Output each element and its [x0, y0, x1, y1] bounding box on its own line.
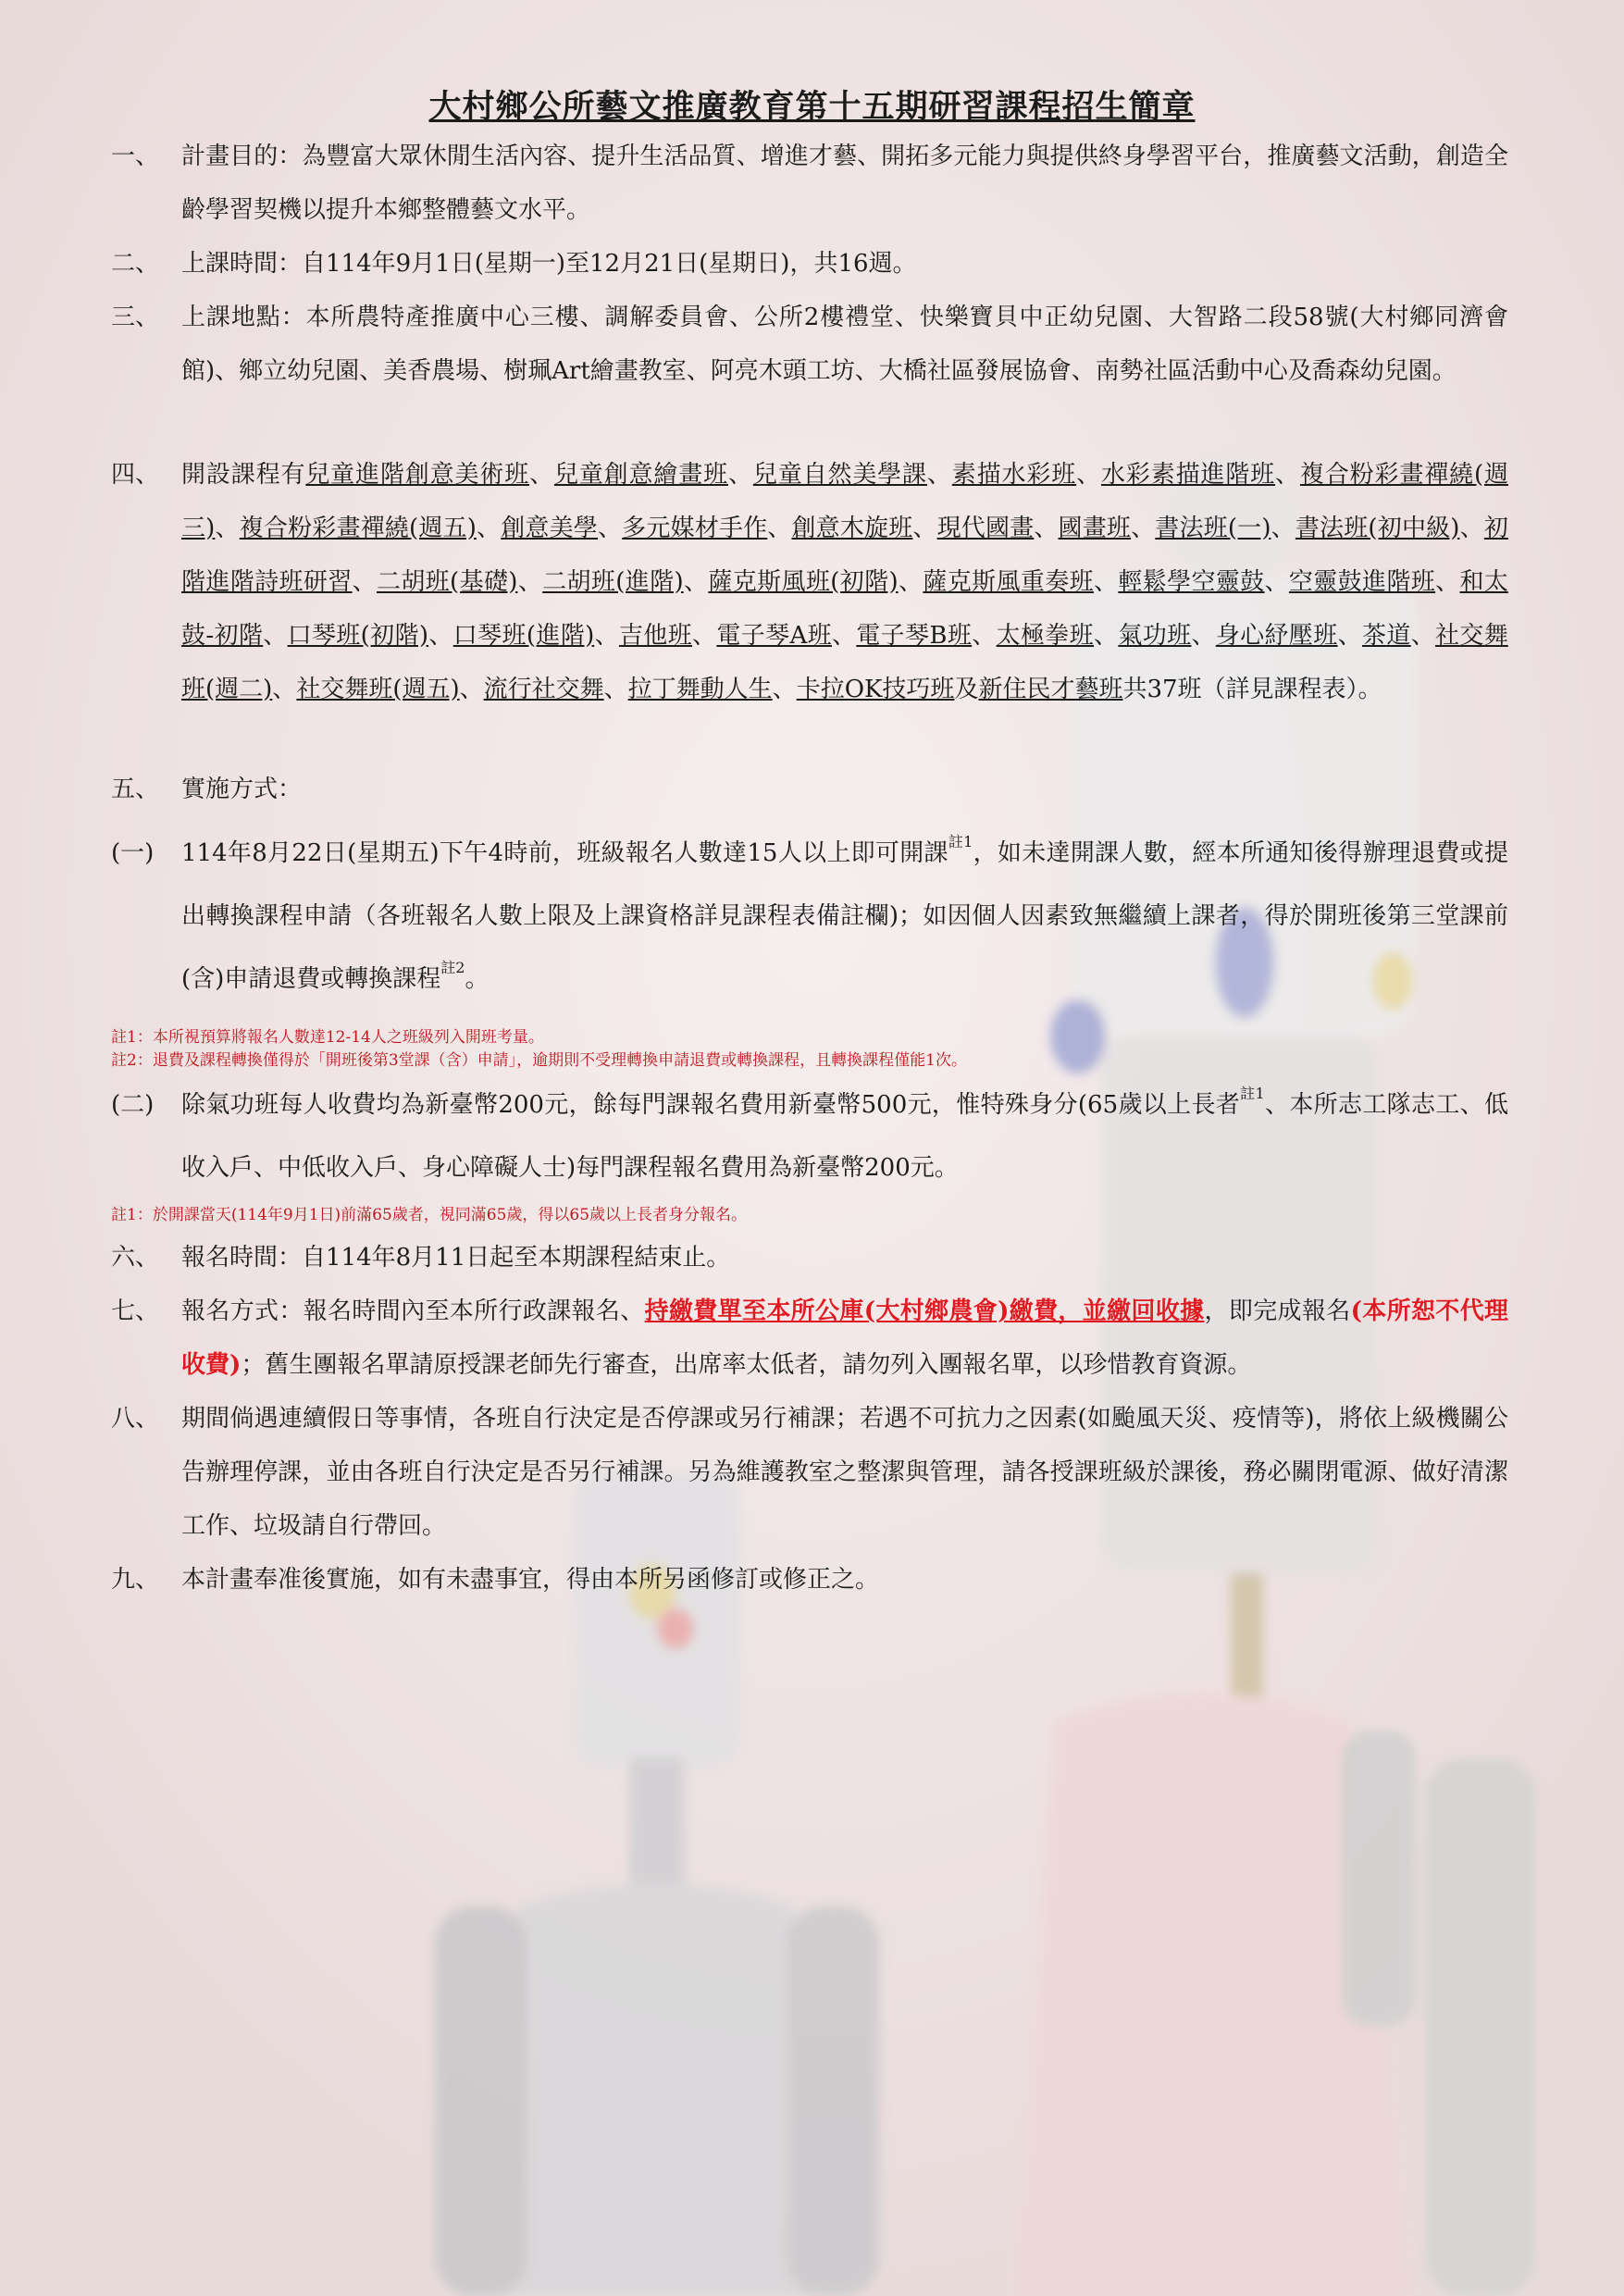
section-number: 二、 [111, 250, 160, 278]
footnote-ref: 註1 [948, 833, 973, 850]
section-number: 六、 [111, 1244, 160, 1272]
course-separator: 、 [476, 515, 502, 542]
course-name: 輕鬆學空靈鼓 [1118, 568, 1265, 596]
course-name: 創意木旋班 [791, 515, 913, 542]
section-number: 三、 [111, 304, 160, 331]
course-list-suffix: 共37班（詳見課程表）。 [1122, 676, 1382, 703]
section-number: 九、 [111, 1566, 160, 1594]
course-name: 書法班(初中級) [1295, 515, 1460, 542]
course-name: 茶道 [1361, 622, 1411, 650]
course-separator: 、 [1131, 515, 1156, 542]
section-number: 一、 [111, 143, 160, 170]
course-separator: 、 [1264, 568, 1289, 596]
course-separator: 、 [1459, 515, 1484, 542]
course-separator: 、 [972, 622, 997, 650]
course-name: 複合粉彩畫禪繞(週五) [239, 515, 477, 542]
course-list-paragraph [181, 448, 1508, 716]
course-separator: 、 [594, 622, 619, 650]
course-separator: 、 [1093, 568, 1119, 596]
section-implementation [111, 763, 1508, 816]
course-separator: 、 [1435, 568, 1460, 596]
subsection-text-part: 。 [465, 965, 490, 993]
course-separator: 、 [1076, 461, 1101, 489]
course-separator: 、 [926, 461, 952, 489]
course-separator: 、 [517, 568, 543, 596]
course-name: 現代國畫 [936, 515, 1035, 542]
course-separator: 、 [912, 515, 937, 542]
section-number: 四、 [111, 461, 160, 489]
course-separator: 、 [1191, 622, 1216, 650]
course-separator: 、 [692, 622, 717, 650]
course-separator: 、 [831, 622, 857, 650]
section-text: 報名時間：自114年8月11日起至本期課程結束止。 [181, 1244, 731, 1272]
course-separator: 、 [1337, 622, 1362, 650]
course-separator: 、 [683, 568, 709, 596]
course-name: 電子琴A班 [716, 622, 832, 650]
course-name: 初階進階詩班研習 [181, 515, 1508, 596]
course-separator: 、 [597, 515, 623, 542]
footnote: 註1：於開課當天(114年9月1日)前滿65歲者，視同滿65歲，得以65歲以上長者身分報名。 [111, 1206, 748, 1224]
course-separator: 、 [1094, 622, 1119, 650]
course-name: 太極拳班 [996, 622, 1095, 650]
subsection-number: (二) [111, 1091, 155, 1119]
section-registration-time [111, 1231, 1508, 1285]
course-separator: 、 [772, 676, 797, 703]
course-name: 空靈鼓進階班 [1288, 568, 1436, 596]
section-holidays-closure [111, 1392, 1508, 1553]
section-text: 本計畫奉准後實施，如有未盡事宜，得由本所另函修訂或修正之。 [181, 1566, 880, 1594]
course-name: 水彩素描進階班 [1100, 461, 1276, 489]
course-name: 口琴班(進階) [452, 622, 595, 650]
subsection-text-part: 114年8月22日(星期五)下午4時前，班級報名人數達15人以上即可開課 [181, 839, 948, 867]
course-separator: 、 [428, 622, 453, 650]
course-name: 複合粉彩畫禪繞(週三) [181, 461, 1508, 542]
footnote-ref: 註1 [1240, 1085, 1265, 1102]
section-number: 七、 [111, 1297, 160, 1325]
course-name: 電子琴B班 [856, 622, 973, 650]
course-separator: 、 [1271, 515, 1295, 542]
section-number: 五、 [111, 776, 160, 803]
document-title: 大村鄉公所藝文推廣教育第十五期研習課程招生簡章 [428, 88, 1196, 126]
course-name: 流行社交舞 [483, 676, 604, 703]
course-name: 社交舞班(週二) [181, 622, 1508, 703]
course-name: 薩克斯風重奏班 [923, 568, 1094, 596]
course-name: 吉他班 [618, 622, 693, 650]
course-separator: 、 [215, 515, 240, 542]
course-separator: 、 [898, 568, 924, 596]
subsection-text-part: 、本所志工隊志工、低收入戶、中低收入戶、身心障礙人士)每門課程報名費用為新臺幣200元。 [181, 1091, 1508, 1182]
course-name: 二胡班(進階) [542, 568, 684, 596]
section-text-part: 報名方式：報名時間內至本所行政課報名、 [181, 1297, 645, 1325]
payment-instruction-highlight: 持繳費單至本所公庫(大村鄉農會)繳費，並繳回收據 [644, 1297, 1205, 1325]
subsection-fees [111, 1074, 1508, 1199]
section-text: 上課地點：本所農特產推廣中心三樓、調解委員會、公所2樓禮堂、快樂寶貝中正幼兒園、大智路二段58號(大村鄉同濟會館)、鄉立幼兒園、美香農場、樹珮Art繪畫教室、阿亮木頭工坊、大橋社區發展協會、南勢社區活動中心及喬森幼兒園。 [181, 304, 1508, 385]
section-text-part: ；舊生團報名單請原授課老師先行審查，出席率太低者，請勿列入團報名單，以珍惜教育資源。 [241, 1351, 1252, 1379]
section-registration-method [111, 1285, 1508, 1392]
course-name: 國畫班 [1058, 515, 1132, 542]
course-list-joiner: 及 [954, 676, 979, 703]
subsection-enrollment-refund [111, 822, 1508, 1011]
course-name: 書法班(一) [1155, 515, 1271, 542]
section-text: 上課時間：自114年9月1日(星期一)至12月21日(星期日)，共16週。 [181, 250, 917, 278]
course-separator: 、 [1410, 622, 1436, 650]
course-separator: 、 [352, 568, 377, 596]
course-separator: 、 [272, 676, 297, 703]
section-text [181, 1285, 1508, 1392]
subsection-text [181, 822, 1508, 1011]
section-class-location [111, 291, 1508, 398]
course-name: 口琴班(初階) [287, 622, 429, 650]
section-text: 期間倘遇連續假日等事情，各班自行決定是否停課或另行補課；若遇不可抗力之因素(如颱風天災、疫情等)，將依上級機關公告辦理停課，並由各班自行決定是否另行補課。另為維護教室之整潔與管理，請各授課班級於課後，務必關閉電源、做好清潔工作、垃圾請自行帶回。 [181, 1405, 1508, 1540]
section-class-time [111, 237, 1508, 291]
course-separator: 、 [1034, 515, 1059, 542]
subsection-text-part: 除氣功班每人收費均為新臺幣200元，餘每門課報名費用新臺幣500元，惟特殊身分(65歲以上長者 [181, 1091, 1241, 1119]
course-name: 社交舞班(週五) [296, 676, 460, 703]
course-name: 卡拉OK技巧班 [796, 676, 955, 703]
course-separator: 、 [529, 461, 554, 489]
course-name: 兒童創意繪畫班 [553, 461, 728, 489]
course-name: 身心紓壓班 [1215, 622, 1338, 650]
course-separator: 、 [603, 676, 628, 703]
course-name: 素描水彩班 [951, 461, 1077, 489]
course-separator: 、 [728, 461, 753, 489]
footnote-ref: 註2 [440, 959, 465, 976]
section-text: 實施方式： [181, 776, 303, 803]
course-name: 新住民才藝班 [978, 676, 1123, 703]
course-name: 二胡班(基礎) [376, 568, 518, 596]
course-name: 兒童進階創意美術班 [305, 461, 530, 489]
course-name: 拉丁舞動人生 [627, 676, 773, 703]
subsection-number: (一) [111, 839, 155, 867]
course-list [181, 461, 1508, 703]
no-proxy-payment-notice: (本所恕不代理收費) [181, 1297, 1508, 1379]
subsection-text [181, 1074, 1508, 1199]
footnote: 註2：退費及課程轉換僅得於「開班後第3堂課（含）申請」，逾期則不受理轉換申請退費或轉換課程，且轉換課程僅能1次。 [111, 1051, 967, 1070]
section-implementation-note [111, 1553, 1508, 1607]
course-name: 和太鼓-初階 [181, 568, 1508, 650]
section-number: 八、 [111, 1405, 160, 1433]
section-courses [111, 448, 1508, 716]
section-purpose [111, 130, 1508, 237]
section-text: 計畫目的：為豐富大眾休閒生活內容、提升生活品質、增進才藝、開拓多元能力與提供終身學習平台，推廣藝文活動，創造全齡學習契機以提升本鄉整體藝文水平。 [181, 143, 1508, 224]
footnote: 註1：本所視預算將報名人數達12-14人之班級列入開班考量。 [111, 1028, 544, 1047]
course-list-prefix: 開設課程有 [181, 461, 306, 489]
course-name: 薩克斯風班(初階) [708, 568, 899, 596]
course-name: 多元媒材手作 [622, 515, 768, 542]
course-name: 創意美學 [501, 515, 598, 542]
course-name: 兒童自然美學課 [752, 461, 927, 489]
course-name: 氣功班 [1118, 622, 1192, 650]
course-separator: 、 [1275, 461, 1300, 489]
section-text-part: ，即完成報名 [1204, 1297, 1351, 1325]
course-separator: 、 [263, 622, 288, 650]
course-separator: 、 [767, 515, 792, 542]
subsection-text-part: ，如未達開課人數，經本所通知後得辦理退費或提出轉換課程申請（各班報名人數上限及上課資格詳見課程表備註欄)；如因個人因素致無繼續上課者，得於開班後第三堂課前(含)申請退費或轉換課程 [181, 839, 1508, 993]
course-separator: 、 [459, 676, 484, 703]
